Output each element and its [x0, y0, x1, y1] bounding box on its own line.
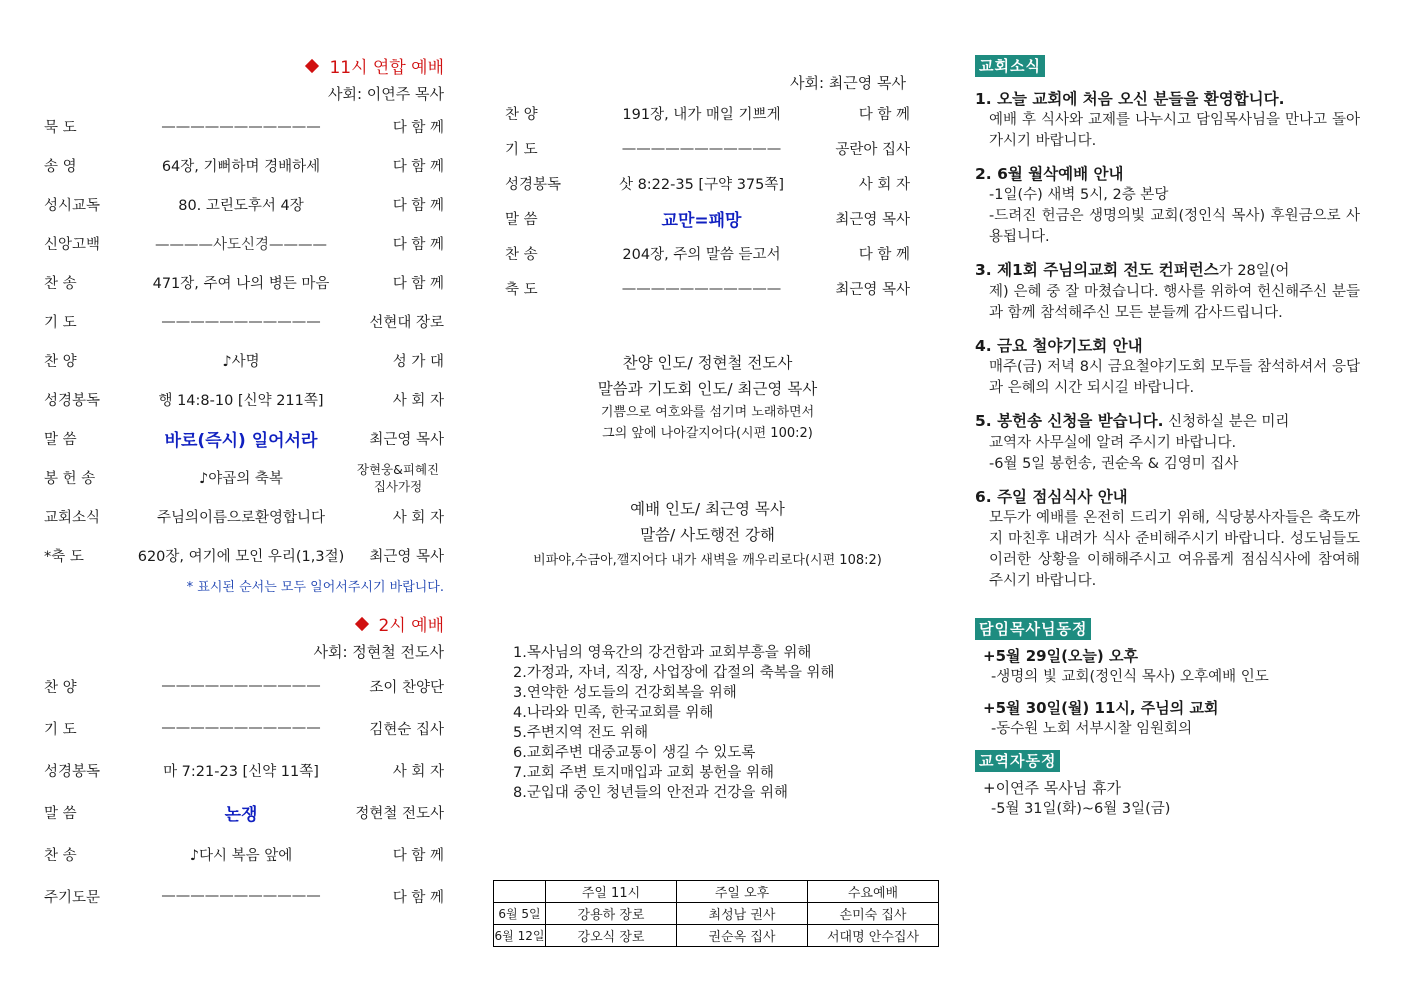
order-content: ——————————— — [161, 720, 321, 736]
order-person: 최근영 목사 — [835, 282, 910, 298]
news-title — [975, 411, 1360, 433]
order-content: ——————————— — [161, 118, 321, 135]
order-row — [505, 96, 910, 131]
order-person: 다 함 께 — [858, 247, 910, 263]
order-person: 성 가 대 — [392, 354, 444, 370]
order-content: 64장, 기뻐하며 경배하세 — [161, 159, 321, 175]
order-person: 다 함 께 — [392, 120, 444, 136]
news-badge: 교회소식 — [975, 55, 1045, 77]
prayer-item: 5.주변지역 전도 위해 — [513, 725, 649, 741]
news-body: 매주(금) 저녁 8시 금요철야기도회 모두들 참석하셔서 응답과 은혜의 시간 되시길 바랍니다. — [989, 359, 1360, 396]
order-row — [505, 166, 910, 201]
sermon-title: 바로(즉시) 일어서라 — [164, 431, 318, 451]
order-row — [505, 236, 910, 271]
order-person: 사 회 자 — [392, 510, 444, 526]
news-title — [975, 89, 1360, 110]
order-row — [44, 791, 444, 833]
worship-block: 예배 인도/ 최근영 목사 말씀/ 사도행전 강해 비파야,수금아,깰지어다 내가 새벽을 깨우리로다(시편 108:2) — [533, 500, 882, 568]
order-row — [44, 263, 444, 302]
duty-header — [494, 881, 546, 903]
order-item: 성경봉독 — [44, 763, 101, 780]
praise-block: 찬양 인도/ 정현철 전도사 말씀과 기도회 인도/ 최근영 목사 기쁨으로 여호와를 섬기며 노래하면서 그의 앞에 나아갈지어다(시편 100:2) — [597, 354, 818, 441]
order-content: 620장, 여기에 모인 우리(1,3절) — [137, 549, 345, 565]
order-person: 장현웅&피혜진 집사가정 — [356, 461, 440, 494]
duty-cell: 6월 12일 — [494, 925, 546, 947]
duty-header-row — [494, 881, 939, 903]
news-section — [975, 55, 1360, 820]
duty-row — [494, 903, 939, 925]
order-person: 최근영 목사 — [369, 549, 444, 565]
duty-header: 수요예배 — [808, 881, 939, 903]
news-body: 예배 후 식사와 교제를 나누시고 담임목사님을 만나고 돌아가시기 바랍니다. — [989, 112, 1360, 149]
news-title-text: 6. 주일 점심식사 안내 — [975, 488, 1128, 506]
news-item — [975, 487, 1360, 592]
order-row — [44, 224, 444, 263]
order-item: 찬 송 — [505, 247, 538, 263]
duty-header: 주일 11시 — [546, 881, 677, 903]
news-body: 모두가 예배를 온전히 드리기 위해, 식당봉사자들은 축도까지 마친후 내려가 식사 준비해주시기 바랍니다. 성도님들도 이러한 상황을 이해해주시고 여유롭게 점심식사에 참여해 주시기 바랍니다. — [989, 510, 1360, 589]
order-person: 조이 찬양단 — [369, 679, 444, 696]
order-content: ——————————— — [621, 280, 782, 297]
news-body: 교역자 사무실에 알려 주시기 바랍니다. — [989, 435, 1237, 451]
news-list — [975, 89, 1360, 592]
order-row — [44, 185, 444, 224]
order-person: 김현순 집사 — [369, 721, 444, 738]
order-item: 교회소식 — [44, 510, 101, 526]
news-title-text: 2. 6월 월삭예배 안내 — [975, 165, 1124, 183]
order-item: 말 씀 — [44, 432, 77, 448]
order-content: ——————————— — [621, 140, 782, 157]
prayer-item: 8.군입대 중인 청년들의 안전과 건강을 위해 — [513, 785, 788, 801]
order-item: 신앙고백 — [44, 237, 101, 253]
service-2-title: 2시 예배 — [44, 613, 444, 639]
news-body: -드려진 헌금은 생명의빛 교회(정인식 목사) 후원금으로 사용됩니다. — [989, 208, 1360, 245]
order-person: 사 회 자 — [858, 177, 910, 193]
order-row — [44, 341, 444, 380]
prayer-item: 6.교회주변 대중교통이 생길 수 있도록 — [513, 745, 756, 761]
news-body: -6월 5일 봉헌송, 권순옥 & 김영미 집사 — [989, 456, 1239, 472]
news-title-text: 3. 제1회 주님의교회 전도 컨퍼런스 — [975, 261, 1219, 279]
pastor-badge: 담임목사님동정 — [975, 618, 1091, 640]
order-row — [44, 536, 444, 575]
news-title-text: 4. 금요 철야기도회 안내 — [975, 337, 1143, 355]
order-content: 471장, 주여 나의 병든 마음 — [152, 276, 330, 292]
order-item: 말 씀 — [44, 805, 77, 822]
order-content: 80. 고린도후서 4장 — [178, 198, 304, 214]
sermon-title: 논쟁 — [224, 804, 258, 825]
news-body: 제) 은혜 중 잘 마쳤습니다. 행사를 위하여 헌신해주신 분들과 함께 참석해주신 모든 분들께 감사드립니다. — [989, 284, 1360, 321]
duty-cell: 권순옥 집사 — [677, 925, 808, 947]
duty-table — [493, 880, 939, 947]
order-person: 다 함 께 — [392, 889, 444, 906]
news-title — [975, 164, 1360, 185]
diamond-icon — [354, 617, 368, 631]
order-item: 기 도 — [505, 142, 538, 158]
order-content: 삿 8:22-35 [구약 375쪽] — [618, 177, 785, 193]
order-row — [505, 271, 910, 306]
pastor-schedule — [975, 646, 1360, 740]
service-11-order — [44, 107, 444, 575]
order-person: 다 함 께 — [392, 198, 444, 214]
prayer-item: 1.목사님의 영육간의 강건함과 교회부흥을 위해 — [513, 645, 812, 661]
prayer-item: 3.연약한 성도들의 건강회복을 위해 — [513, 685, 737, 701]
order-row — [44, 302, 444, 341]
service-2-order — [44, 665, 444, 917]
order-person: 다 함 께 — [392, 159, 444, 175]
order-row — [44, 107, 444, 146]
pastor-item — [975, 698, 1360, 740]
order-item: 성경봉독 — [44, 393, 101, 409]
prayer-item: 4.나라와 민족, 한국교회를 위해 — [513, 705, 714, 721]
order-person: 정현철 전도사 — [355, 805, 444, 822]
order-item: 축 도 — [505, 282, 538, 298]
standing-note: * 표시된 순서는 모두 일어서주시기 바랍니다. — [186, 580, 444, 595]
duty-cell: 손미숙 집사 — [808, 903, 939, 925]
order-content: ♪야곱의 축복 — [199, 471, 283, 487]
staff-schedule: +이연주 목사님 휴가 -5월 31일(화)~6월 3일(금) — [983, 779, 1171, 817]
order-row — [44, 458, 444, 497]
news-item — [975, 260, 1360, 324]
order-person: 다 함 께 — [392, 276, 444, 292]
order-person: 다 함 께 — [392, 237, 444, 253]
order-content: ——————————— — [161, 888, 321, 904]
order-item: 기 도 — [44, 315, 77, 331]
order-person: 사 회 자 — [392, 393, 444, 409]
duty-header: 주일 오후 — [677, 881, 808, 903]
duty-cell: 강오식 장로 — [546, 925, 677, 947]
order-item: 말 씀 — [505, 212, 538, 228]
sermon-title: 교만=패망 — [661, 211, 742, 231]
service-11-section — [44, 55, 444, 917]
order-item: 송 영 — [44, 159, 77, 175]
pastor-item — [975, 646, 1360, 688]
prayer-list — [513, 643, 834, 803]
order-row — [44, 497, 444, 536]
service-2-leader: 사회: 정현철 전도사 — [313, 643, 444, 661]
order-content: ——————————— — [161, 313, 321, 330]
order-item: 기 도 — [44, 721, 77, 738]
order-person: 공란아 집사 — [835, 142, 910, 158]
order-item: 성시교독 — [44, 198, 101, 214]
order-content: ——————————— — [161, 678, 321, 694]
news-title-tail: 신청하실 분은 미리 — [1163, 414, 1290, 430]
news-title-text: 1. 오늘 교회에 처음 오신 분들을 환영합니다. — [975, 90, 1285, 108]
order-item: 찬 송 — [44, 276, 77, 292]
news-item — [975, 411, 1360, 475]
order-item: *축 도 — [44, 549, 84, 565]
order-content: ♪다시 복음 앞에 — [189, 847, 293, 864]
duty-cell: 6월 5일 — [494, 903, 546, 925]
pastor-item-body: -동수원 노회 서부시찰 임원회의 — [991, 721, 1193, 737]
order-person: 선현대 장로 — [369, 315, 444, 331]
order-row — [44, 749, 444, 791]
order-person: 다 함 께 — [858, 107, 910, 123]
order-row — [44, 146, 444, 185]
staff-badge: 교역자동정 — [975, 750, 1060, 772]
pastor-item-head: +5월 29일(오늘) 오후 — [983, 647, 1138, 665]
dawn-order — [505, 96, 910, 306]
order-row — [44, 707, 444, 749]
news-title-tail: 가 28일(어 — [1218, 263, 1290, 279]
order-content: 행 14:8-10 [신약 211쪽] — [158, 393, 324, 409]
order-item: 찬 양 — [44, 679, 77, 696]
order-content: 204장, 주의 말씀 듣고서 — [622, 247, 781, 263]
service-11-title: 11시 연합 예배 — [44, 55, 444, 81]
order-item: 주기도문 — [44, 889, 101, 906]
order-row — [505, 201, 910, 236]
order-person: 최근영 목사 — [835, 212, 910, 228]
order-item: 찬 양 — [505, 107, 538, 123]
dawn-leader: 사회: 최근영 목사 — [789, 74, 906, 92]
duty-cell: 서대명 안수집사 — [808, 925, 939, 947]
prayer-item: 2.가정과, 자녀, 직장, 사업장에 갑절의 축복을 위해 — [513, 665, 835, 681]
order-item: 묵 도 — [44, 120, 77, 136]
diamond-icon — [305, 59, 319, 73]
order-row — [44, 875, 444, 917]
order-row — [44, 380, 444, 419]
news-body: -1일(수) 새벽 5시, 2층 본당 — [989, 187, 1169, 203]
news-title-text: 5. 봉헌송 신청을 받습니다. — [975, 412, 1164, 430]
news-title — [975, 336, 1360, 357]
order-item: 성경봉독 — [505, 177, 562, 193]
order-item: 찬 양 — [44, 354, 77, 370]
order-row — [44, 833, 444, 875]
dawn-section — [505, 70, 910, 571]
pastor-item-body: -생명의 빛 교회(정인식 목사) 오후예배 인도 — [991, 669, 1269, 685]
news-title — [975, 487, 1360, 508]
news-item — [975, 89, 1360, 152]
order-person: 다 함 께 — [392, 847, 444, 864]
duty-row — [494, 925, 939, 947]
service-11-leader: 사회: 이연주 목사 — [327, 85, 444, 103]
duty-cell: 강용하 장로 — [546, 903, 677, 925]
order-row — [44, 419, 444, 458]
order-content: ————사도신경———— — [154, 237, 328, 253]
news-item — [975, 164, 1360, 248]
order-row — [505, 131, 910, 166]
prayer-item: 7.교회 주변 토지매입과 교회 봉헌을 위해 — [513, 765, 774, 781]
order-item: 봉 헌 송 — [44, 471, 96, 487]
duty-cell: 최성남 권사 — [677, 903, 808, 925]
order-content: 191장, 내가 매일 기쁘게 — [622, 107, 781, 123]
order-content: ♪사명 — [222, 354, 260, 370]
news-item — [975, 336, 1360, 399]
order-item: 찬 송 — [44, 847, 77, 864]
order-row — [44, 665, 444, 707]
news-title — [975, 260, 1360, 282]
order-content: 마 7:21-23 [신약 11쪽] — [163, 763, 319, 780]
order-person: 사 회 자 — [392, 763, 444, 780]
order-content: 주님의이름으로환영합니다 — [156, 510, 326, 526]
pastor-item-head: +5월 30일(월) 11시, 주님의 교회 — [983, 699, 1219, 717]
order-person: 최근영 목사 — [369, 432, 444, 448]
